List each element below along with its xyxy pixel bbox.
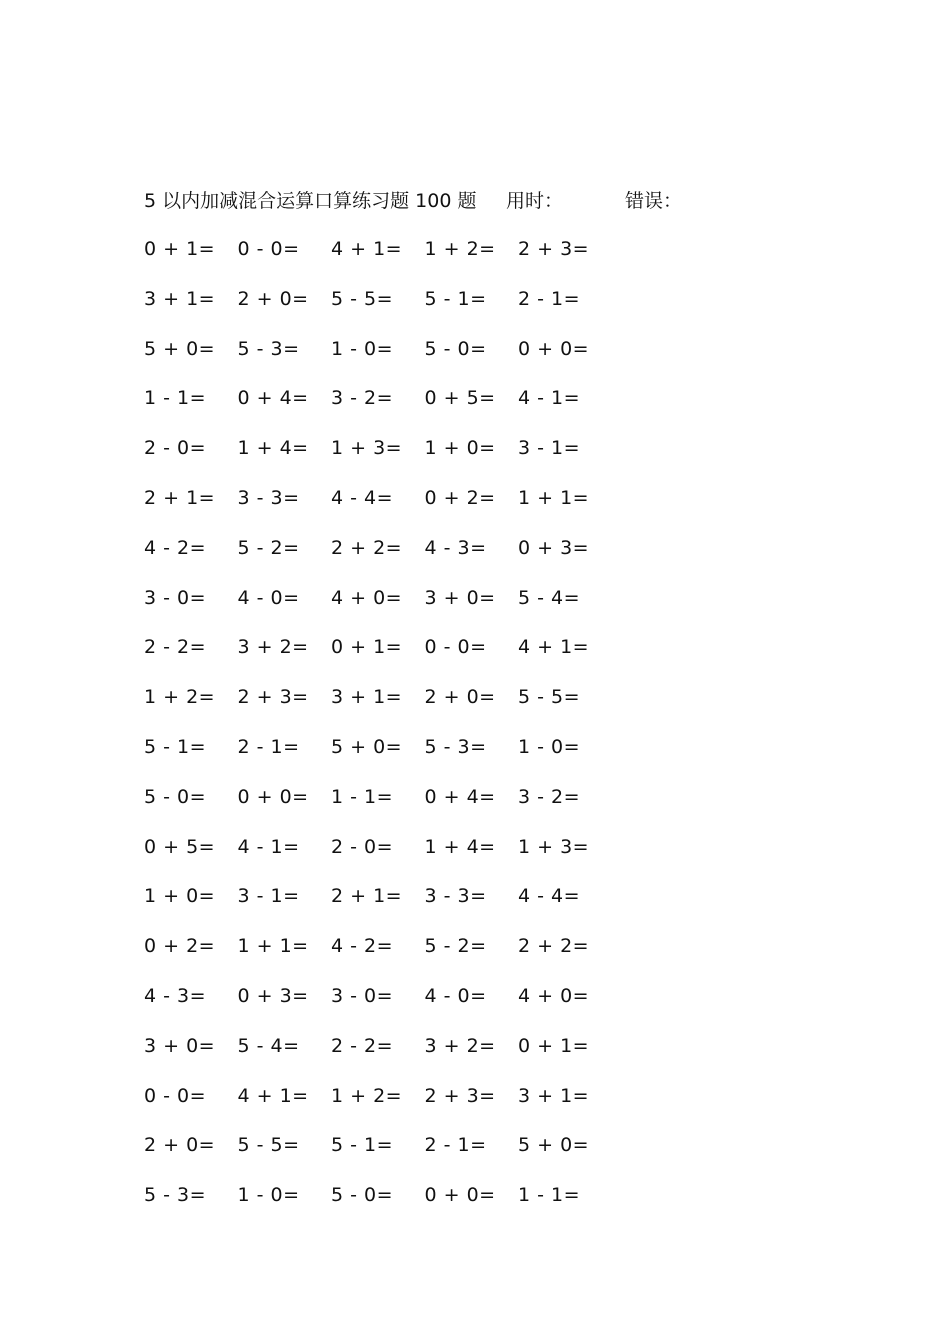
problem-cell: 3 + 1=	[331, 686, 403, 709]
problem-row	[144, 931, 614, 981]
problem-cell: 5 - 1=	[144, 735, 207, 758]
problem-cell: 5 - 0=	[331, 1184, 394, 1207]
problem-row	[144, 732, 614, 782]
problem-cell: 0 + 2=	[144, 935, 216, 958]
problem-cell: 3 + 2=	[424, 1034, 496, 1057]
problem-row	[144, 284, 614, 334]
problem-cell: 0 + 1=	[331, 636, 403, 659]
problem-cell: 0 + 1=	[144, 238, 216, 260]
problem-cell: 5 - 3=	[237, 337, 300, 360]
problem-cell: 2 - 2=	[331, 1034, 394, 1057]
problem-row	[144, 383, 614, 433]
problem-cell: 5 - 2=	[237, 536, 300, 559]
problem-cell: 1 + 2=	[144, 686, 216, 709]
problem-cell: 4 - 2=	[144, 536, 207, 559]
problem-row	[144, 583, 614, 633]
problem-row	[144, 632, 614, 682]
problem-cell: 5 + 0=	[144, 337, 216, 360]
problem-cell: 4 - 1=	[518, 387, 581, 410]
problem-cell: 2 - 2=	[144, 636, 207, 659]
problem-cell: 2 + 1=	[144, 486, 216, 509]
problem-cell: 0 - 0=	[144, 1084, 207, 1107]
problem-cell: 3 - 1=	[237, 885, 300, 908]
problem-cell: 1 + 3=	[518, 835, 590, 858]
problem-cell: 1 + 4=	[424, 835, 496, 858]
problem-cell: 1 - 1=	[518, 1184, 581, 1207]
problem-cell: 5 - 1=	[424, 287, 487, 310]
problem-cell: 4 + 1=	[331, 238, 403, 260]
problem-cell: 3 - 0=	[331, 984, 394, 1007]
problem-cell: 2 + 3=	[424, 1084, 496, 1107]
problem-cell: 0 + 3=	[237, 984, 309, 1007]
problem-cell: 1 - 0=	[331, 337, 394, 360]
problem-cell: 5 - 1=	[331, 1134, 394, 1157]
problem-cell: 3 - 2=	[518, 785, 581, 808]
problem-cell: 3 - 3=	[237, 486, 300, 509]
problem-cell: 3 - 3=	[424, 885, 487, 908]
problem-cell: 5 - 4=	[237, 1034, 300, 1057]
worksheet-header	[144, 186, 784, 216]
problem-cell: 4 - 4=	[331, 486, 394, 509]
problem-cell: 4 + 0=	[518, 984, 590, 1007]
problem-cell: 0 - 0=	[237, 238, 300, 260]
problem-cell: 3 + 0=	[144, 1034, 216, 1057]
problem-cell: 1 + 3=	[331, 437, 403, 460]
problem-cell: 2 + 1=	[331, 885, 403, 908]
problem-cell: 2 + 3=	[237, 686, 309, 709]
problem-cell: 0 + 3=	[518, 536, 590, 559]
problem-cell: 0 + 1=	[518, 1034, 590, 1057]
problem-cell: 5 - 2=	[424, 935, 487, 958]
problem-cell: 4 - 4=	[518, 885, 581, 908]
problem-cell: 1 + 1=	[518, 486, 590, 509]
problem-cell: 1 + 2=	[331, 1084, 403, 1107]
problem-row	[144, 881, 614, 931]
problem-cell: 3 - 2=	[331, 387, 394, 410]
problem-cell: 2 + 2=	[331, 536, 403, 559]
problem-cell: 5 + 0=	[518, 1134, 590, 1157]
problem-row	[144, 1130, 614, 1180]
problem-cell: 1 - 0=	[237, 1184, 300, 1207]
problem-cell: 3 - 0=	[144, 586, 207, 609]
time-used-label: 用时：	[506, 190, 564, 212]
error-count-label: 错误：	[625, 190, 683, 212]
problem-cell: 0 + 5=	[424, 387, 496, 410]
problem-row	[144, 483, 614, 533]
problem-cell: 3 + 2=	[237, 636, 309, 659]
problem-cell: 1 - 0=	[518, 735, 581, 758]
problem-cell: 5 - 5=	[237, 1134, 300, 1157]
problem-cell: 2 - 0=	[144, 437, 207, 460]
problem-cell: 3 + 1=	[144, 287, 216, 310]
problem-cell: 5 - 5=	[331, 287, 394, 310]
problem-grid	[144, 234, 614, 1230]
problem-cell: 4 - 0=	[424, 984, 487, 1007]
problem-cell: 4 - 3=	[424, 536, 487, 559]
problem-cell: 0 + 4=	[237, 387, 309, 410]
problem-cell: 2 - 0=	[331, 835, 394, 858]
problem-cell: 4 + 1=	[237, 1084, 309, 1107]
problem-cell: 0 + 0=	[424, 1184, 496, 1207]
problem-cell: 5 - 3=	[144, 1184, 207, 1207]
problem-cell: 1 + 0=	[424, 437, 496, 460]
problem-cell: 5 - 4=	[518, 586, 581, 609]
problem-row	[144, 1031, 614, 1081]
problem-cell: 2 + 0=	[144, 1134, 216, 1157]
problem-cell: 1 - 1=	[331, 785, 394, 808]
problem-cell: 2 - 1=	[518, 287, 581, 310]
problem-cell: 1 + 1=	[237, 935, 309, 958]
problem-row	[144, 234, 614, 284]
problem-cell: 1 + 2=	[424, 238, 496, 260]
problem-row	[144, 981, 614, 1031]
problem-row	[144, 334, 614, 384]
problem-row	[144, 832, 614, 882]
problem-cell: 0 + 4=	[424, 785, 496, 808]
problem-cell: 2 + 0=	[237, 287, 309, 310]
problem-cell: 1 - 1=	[144, 387, 207, 410]
problem-cell: 2 - 1=	[237, 735, 300, 758]
problem-cell: 2 + 2=	[518, 935, 590, 958]
problem-cell: 2 + 3=	[518, 238, 590, 260]
problem-cell: 2 + 0=	[424, 686, 496, 709]
problem-cell: 4 + 1=	[518, 636, 590, 659]
problem-cell: 5 - 5=	[518, 686, 581, 709]
problem-cell: 0 + 0=	[237, 785, 309, 808]
problem-row	[144, 1081, 614, 1131]
problem-row	[144, 1180, 614, 1230]
problem-cell: 0 + 2=	[424, 486, 496, 509]
problem-row	[144, 533, 614, 583]
problem-cell: 4 + 0=	[331, 586, 403, 609]
problem-cell: 4 - 0=	[237, 586, 300, 609]
problem-cell: 5 - 3=	[424, 735, 487, 758]
worksheet-title: 5 以内加减混合运算口算练习题 100 题	[144, 190, 477, 212]
problem-cell: 5 - 0=	[144, 785, 207, 808]
problem-cell: 3 + 1=	[518, 1084, 590, 1107]
problem-row	[144, 433, 614, 483]
problem-row	[144, 682, 614, 732]
problem-cell: 0 + 0=	[518, 337, 590, 360]
problem-cell: 0 + 5=	[144, 835, 216, 858]
problem-cell: 4 - 2=	[331, 935, 394, 958]
problem-cell: 3 - 1=	[518, 437, 581, 460]
problem-cell: 5 + 0=	[331, 735, 403, 758]
problem-row	[144, 782, 614, 832]
problem-cell: 0 - 0=	[424, 636, 487, 659]
problem-cell: 5 - 0=	[424, 337, 487, 360]
problem-cell: 4 - 1=	[237, 835, 300, 858]
problem-cell: 2 - 1=	[424, 1134, 487, 1157]
problem-cell: 3 + 0=	[424, 586, 496, 609]
problem-cell: 1 + 0=	[144, 885, 216, 908]
problem-cell: 1 + 4=	[237, 437, 309, 460]
problem-cell: 4 - 3=	[144, 984, 207, 1007]
